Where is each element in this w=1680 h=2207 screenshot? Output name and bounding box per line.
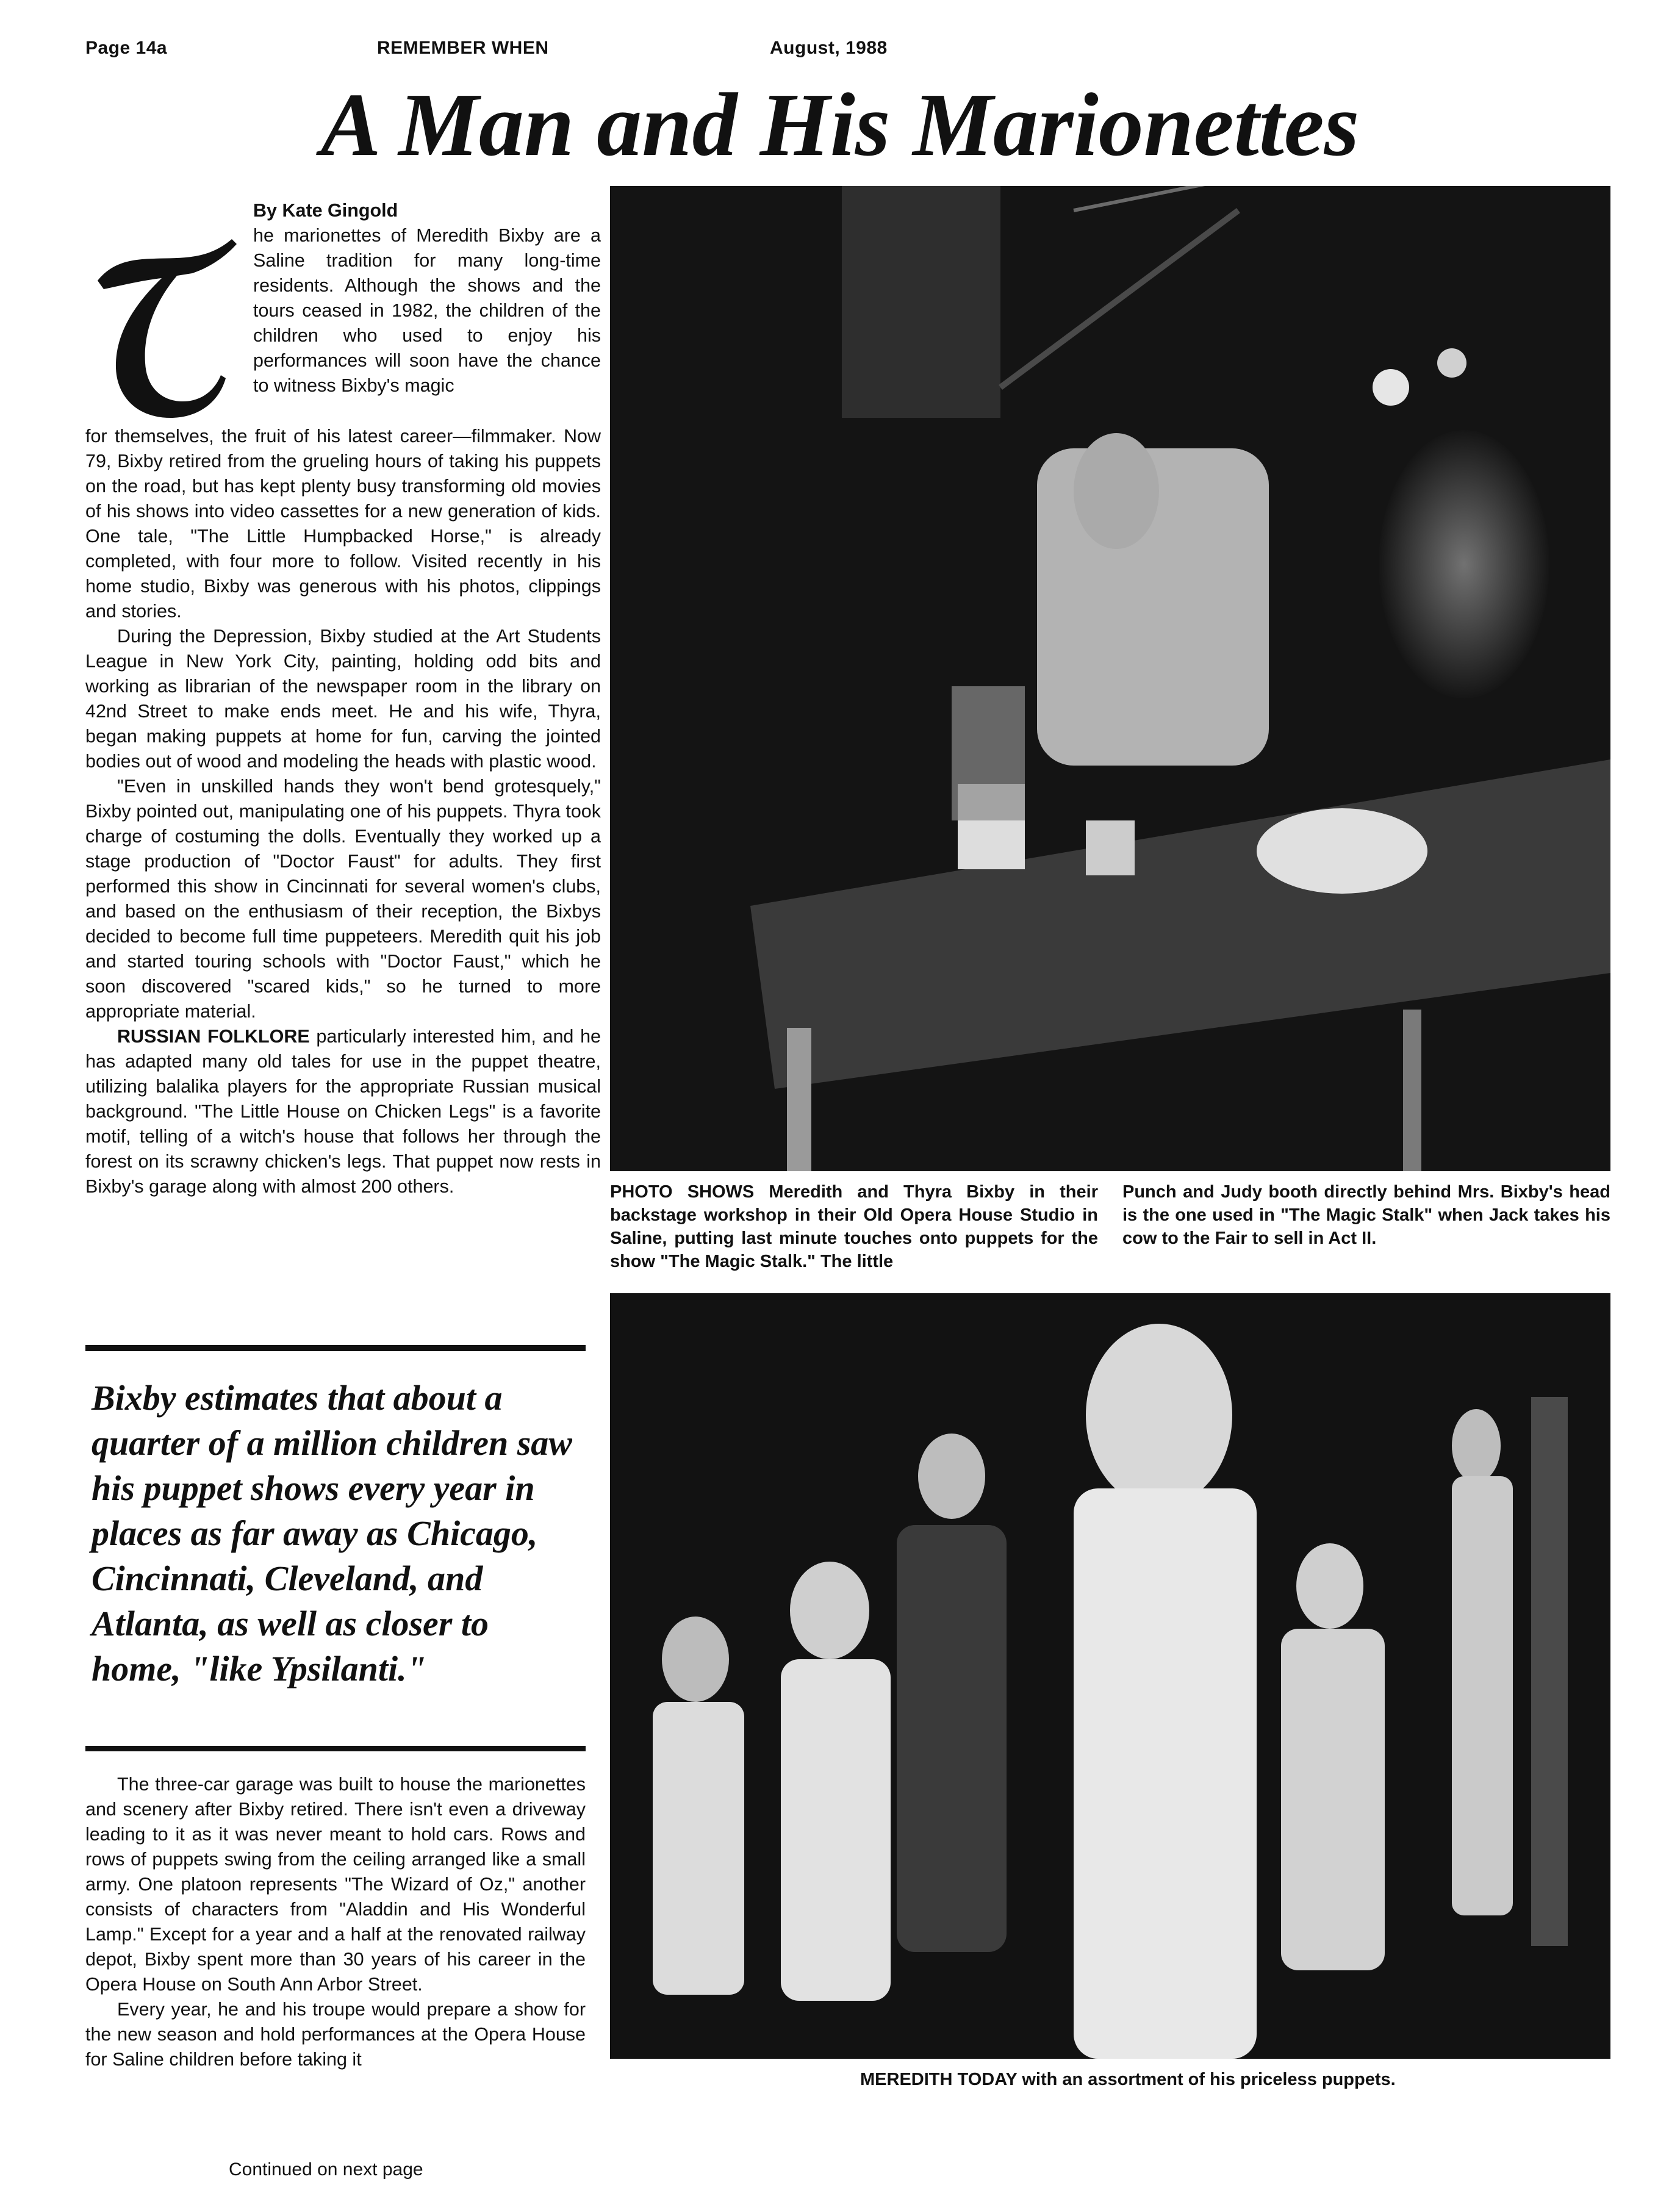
folklore-text: particularly interested him, and he has adapted many old tales for use in the puppet theatre, utilizing balalika players for the appropriate Russian musical background. "The Little House on Chicken Legs" is a favorite motif, telling of a witch's house that follows her through the forest on its scrawny chicken's legs. That puppet now rests in Bixby's garage along with almost 200 others. (85, 1026, 601, 1197)
headline: A Man and His Marionettes (320, 75, 1360, 175)
workshop-photo (610, 186, 1610, 1171)
issue-date: August, 1988 (770, 38, 888, 58)
workshop-caption-right: Punch and Judy booth directly behind Mrs. Bixby's head is the one used in "The Magic Stalk" when Jack takes his cow to the Fair to sell in Act II. (1122, 1182, 1610, 1248)
every-year-paragraph: Every year, he and his troupe would prepare a show for the new season and hold performances at the Opera House for Saline children before taking it (85, 1999, 586, 2070)
section-name: REMEMBER WHEN (377, 38, 549, 58)
left-column-continuation (85, 1772, 586, 2072)
pull-quote-top-rule (85, 1345, 586, 1351)
depression-paragraph: During the Depression, Bixby studied at the Art Students League in New York City, painting, holding odd bits and working as librarian of the newspaper room in the library on 42nd Street to make ends meet. He and his wife, Thyra, began making puppets at home for fun, carving the jointed bodies out of wood and modeling the heads with plastic wood. (85, 626, 601, 772)
folklore-subhead: RUSSIAN FOLKLORE (117, 1026, 310, 1047)
workshop-caption-left: PHOTO SHOWS Meredith and Thyra Bixby in their backstage workshop in their Old Opera House Studio in Saline, putting last minute touches onto puppets for the show "The Magic Stalk." The little (610, 1182, 1098, 1271)
folklore-paragraph (85, 1024, 601, 1199)
puppets-photo-image (610, 1293, 1610, 2059)
puppets-photo (610, 1293, 1610, 2059)
intro-lead-block (253, 198, 601, 398)
page-number: Page 14a (85, 38, 168, 58)
grotesque-paragraph: "Even in unskilled hands they won't bend grotesquely," Bixby pointed out, manipulating one of his puppets. Thyra took charge of costuming the dolls. Eventually they worked up a stage production of "Doctor Faust" for adults. They first performed this show in Cincinnati for several women's clubs, and based on the enthusiasm of their reception, the Bixbys decided to become full time puppeteers. Meredith quit his job and started touring schools with "Doctor Faust," which he soon discovered "scared kids," so he turned to more appropriate material. (85, 776, 601, 1022)
garage-paragraph: The three-car garage was built to house the marionettes and scenery after Bixby retired. There isn't even a driveway leading to it as it was never meant to hold cars. Rows and rows of puppets swing from the ceiling arranged like a small army. One platoon represents "The Wizard of Oz," another consists of characters from "Aladdin and His Wonderful Lamp." Except for a year and a half at the renovated railway depot, Bixby spent more than 30 years of his career in the Opera House on South Ann Arbor Street. (85, 1774, 586, 1995)
pull-quote-bottom-rule (85, 1746, 586, 1751)
intro-paragraph: for themselves, the fruit of his latest career—filmmaker. Now 79, Bixby retired from the grueling hours of taking his puppets on the road, but has kept plenty busy transforming old movies of his shows into video cassettes for a new generation of kids. One tale, "The Little Humpbacked Horse," is already completed, with four more to follow. Visited recently in his home studio, Bixby was generous with his photos, clippings and stories. (85, 426, 601, 622)
left-column-body (85, 424, 601, 1199)
workshop-photo-image (610, 186, 1610, 1171)
intro-lead-text: he marionettes of Meredith Bixby are a Saline tradition for many long-time residents. Although the shows and the tours ceased in 1982, the children of the children who used to enjoy his performances will soon have the chance to witness Bixby's magic (253, 225, 601, 396)
byline: By Kate Gingold (253, 200, 398, 221)
drop-cap (85, 238, 244, 421)
drop-cap-glyph (85, 238, 244, 421)
continued-note: Continued on next page (229, 2159, 423, 2180)
pull-quote: Bixby estimates that about a quarter of a million children saw his puppet shows every year in places as far away as Chicago, Cincinnati, Cleveland, and Atlanta, as well as closer to home, "like Ypsilanti." (92, 1378, 572, 1688)
puppets-caption: MEREDITH TODAY with an assortment of his priceless puppets. (860, 2070, 1396, 2089)
